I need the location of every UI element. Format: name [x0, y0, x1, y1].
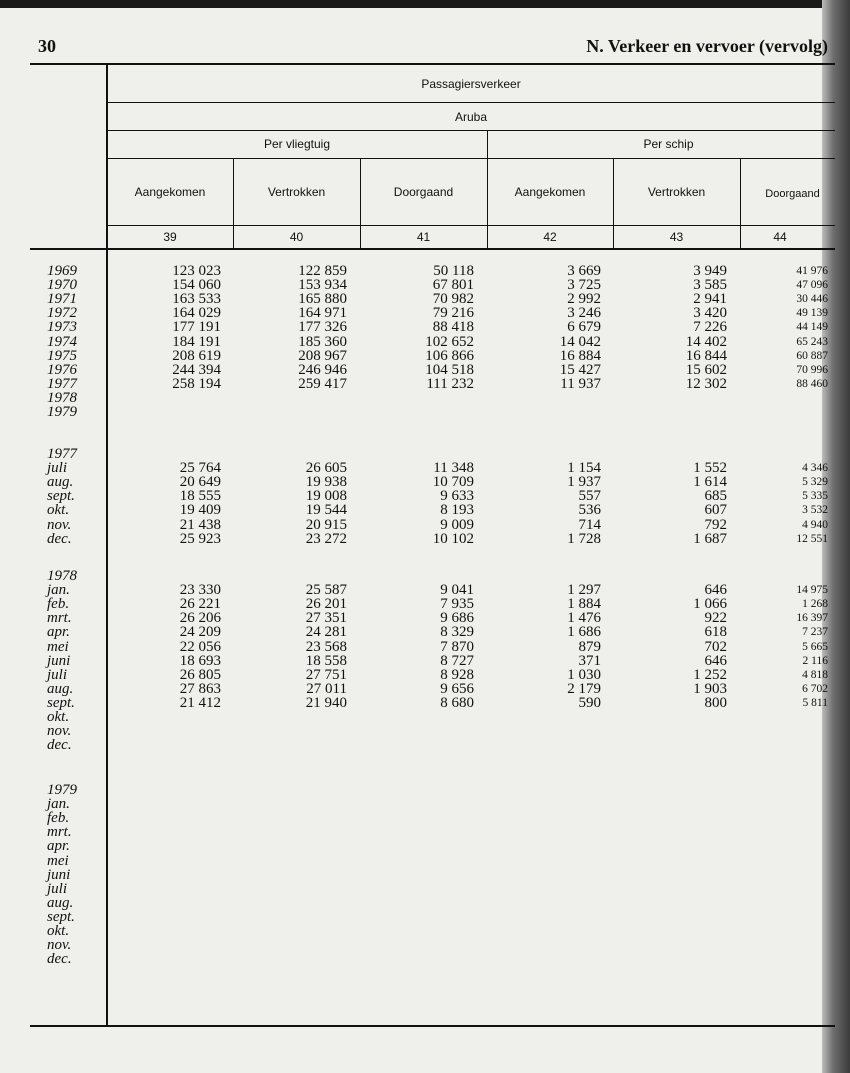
- row-label: nov.: [47, 516, 72, 533]
- table-cell: 1 687: [693, 530, 727, 547]
- row-label: dec.: [47, 530, 72, 547]
- table-cell: 1 030: [567, 666, 601, 683]
- row-label: aug.: [47, 474, 74, 491]
- row-label: aug.: [47, 680, 74, 697]
- table-cell: 4 940: [802, 518, 828, 531]
- table-cell: 25 923: [179, 530, 221, 547]
- table-cell: 8 680: [440, 694, 474, 711]
- row-label: mei: [47, 852, 69, 869]
- table-cell: 1 937: [567, 474, 601, 491]
- row-label: feb.: [47, 596, 70, 613]
- col-header: Doorgaand: [765, 188, 820, 200]
- row-label: 1970: [47, 277, 77, 294]
- table-cell: 164 971: [298, 305, 347, 322]
- table-cell: 557: [578, 488, 601, 505]
- row-label: 1969: [47, 263, 77, 279]
- table-cell: 19 544: [305, 502, 347, 519]
- table-cell: 714: [578, 516, 601, 533]
- row-label: apr.: [47, 624, 70, 641]
- table-cell: 3 949: [693, 263, 727, 279]
- table-cell: 16 844: [685, 347, 727, 364]
- row-label: sept.: [47, 694, 75, 711]
- table-cell: 177 326: [298, 319, 347, 336]
- table-cell: 702: [704, 638, 727, 655]
- section-label: 1979: [47, 782, 77, 798]
- table-cell: 106 866: [425, 347, 474, 364]
- table-cell: 3 585: [693, 277, 727, 294]
- header-title: Passagiersverkeer: [421, 77, 521, 91]
- table-cell: 18 558: [305, 652, 347, 669]
- table-cell: 208 967: [298, 347, 347, 364]
- table-cell: 22 056: [179, 638, 221, 655]
- table-cell: 208 619: [172, 347, 221, 364]
- row-label: okt.: [47, 923, 70, 939]
- table-cell: 3 725: [567, 277, 601, 294]
- table-cell: 26 805: [179, 666, 221, 683]
- table-cell: 3 420: [693, 305, 727, 322]
- table-cell: 1 728: [567, 530, 601, 547]
- rule: [107, 102, 835, 103]
- table-cell: 1 686: [567, 624, 601, 641]
- col-header: Aangekomen: [134, 185, 206, 199]
- table-cell: 104 518: [425, 361, 474, 378]
- table-cell: 7 237: [802, 626, 828, 639]
- table-cell: 922: [704, 610, 727, 627]
- row-label: juli: [47, 880, 68, 897]
- table-cell: 11 348: [433, 460, 474, 477]
- table-cell: 4 346: [802, 462, 828, 475]
- row-label: feb.: [47, 810, 70, 827]
- row-label: juni: [47, 652, 71, 669]
- table-cell: 3 246: [567, 305, 601, 322]
- table-cell: 8 727: [440, 652, 474, 669]
- table-cell: 536: [578, 502, 601, 519]
- table-cell: 1 552: [693, 460, 727, 477]
- col-number: 40: [289, 230, 304, 244]
- row-label: 1977: [47, 375, 77, 392]
- table-cell: 23 330: [179, 582, 221, 599]
- table-cell: 685: [704, 488, 727, 505]
- table-cell: 10 709: [432, 474, 474, 491]
- table-cell: 646: [704, 582, 727, 599]
- table-cell: 26 206: [179, 610, 221, 627]
- row-label: okt.: [47, 502, 70, 519]
- table-cell: 1 476: [567, 610, 601, 627]
- group-per-vliegtuig: Per vliegtuig: [263, 137, 331, 151]
- table-cell: 4 818: [802, 668, 828, 681]
- table-cell: 607: [704, 502, 727, 519]
- table-cell: 123 023: [172, 263, 221, 279]
- table-cell: 60 887: [796, 349, 828, 362]
- row-label: okt.: [47, 709, 70, 725]
- table-cell: 1 154: [567, 460, 601, 477]
- table-cell: 244 394: [172, 361, 221, 378]
- table-cell: 154 060: [172, 277, 221, 294]
- row-label: 1979: [47, 404, 77, 420]
- table-cell: 5 335: [802, 490, 828, 503]
- table-cell: 1 903: [693, 680, 727, 697]
- table-cell: 20 915: [305, 516, 347, 533]
- section-label: 1977: [47, 446, 77, 462]
- table-cell: 164 029: [172, 305, 221, 322]
- table-cell: 70 996: [796, 363, 828, 376]
- table-cell: 9 009: [440, 516, 474, 533]
- table-cell: 9 041: [440, 582, 474, 599]
- table-cell: 21 940: [305, 694, 347, 711]
- table-cell: 153 934: [298, 277, 347, 294]
- row-label: dec.: [47, 951, 72, 968]
- table-cell: 259 417: [298, 375, 347, 392]
- rule: [107, 225, 835, 226]
- table-cell: 3 669: [567, 263, 601, 279]
- table-cell: 5 665: [802, 640, 828, 653]
- table-cell: 12 551: [796, 532, 828, 545]
- table-cell: 111 232: [426, 375, 474, 392]
- table-cell: 47 096: [796, 279, 828, 292]
- section-label: 1978: [47, 568, 77, 584]
- table-cell: 49 139: [796, 307, 828, 320]
- table-cell: 6 679: [567, 319, 601, 336]
- table-cell: 122 859: [298, 263, 347, 279]
- row-label: dec.: [47, 737, 72, 754]
- table-cell: 67 801: [432, 277, 474, 294]
- table-cell: 8 193: [440, 502, 474, 519]
- table-cell: 185 360: [298, 333, 347, 350]
- row-label: juni: [47, 866, 71, 883]
- row-label: sept.: [47, 908, 75, 925]
- row-label: mei: [47, 638, 69, 655]
- table-cell: 184 191: [172, 333, 221, 350]
- col-header: Aangekomen: [514, 185, 586, 199]
- table-cell: 9 686: [440, 610, 474, 627]
- col-number: 41: [416, 230, 431, 244]
- table-cell: 21 438: [179, 516, 221, 533]
- stub-divider: [106, 64, 108, 1026]
- col-number: 42: [543, 230, 557, 244]
- table-cell: 27 751: [305, 666, 347, 683]
- table-cell: 26 201: [305, 596, 347, 613]
- table-cell: 800: [704, 694, 727, 711]
- row-label: 1971: [47, 291, 77, 308]
- table-cell: 1 614: [693, 474, 727, 491]
- rule: [107, 158, 835, 159]
- table-cell: 19 938: [305, 474, 347, 491]
- table-cell: 5 811: [802, 696, 828, 709]
- col-header: Vertrokken: [647, 185, 706, 199]
- table-cell: 246 946: [298, 361, 347, 378]
- table-cell: 16 884: [559, 347, 601, 364]
- table-cell: 590: [578, 694, 601, 711]
- table-cell: 15 602: [685, 361, 727, 378]
- col-header: Vertrokken: [267, 185, 326, 199]
- table-cell: 9 633: [440, 488, 474, 505]
- row-label: apr.: [47, 838, 70, 855]
- table-cell: 41 976: [796, 265, 828, 277]
- table-cell: 25 764: [179, 460, 221, 477]
- table-cell: 177 191: [172, 319, 221, 336]
- table-cell: 2 179: [567, 680, 601, 697]
- table-cell: 24 281: [305, 624, 347, 641]
- row-label: jan.: [47, 796, 70, 813]
- table-top-rule: [30, 63, 835, 65]
- table-cell: 18 555: [179, 488, 221, 505]
- table-cell: 2 992: [567, 291, 601, 308]
- table-cell: 65 243: [796, 335, 828, 348]
- col-number: 43: [669, 230, 684, 244]
- table-cell: 1 252: [693, 666, 727, 683]
- table-cell: 5 329: [802, 476, 828, 489]
- table-cell: 27 863: [179, 680, 221, 697]
- row-label: mrt.: [47, 824, 72, 841]
- table-cell: 8 329: [440, 624, 474, 641]
- table-cell: 7 870: [440, 638, 474, 655]
- table-cell: 8 928: [440, 666, 474, 683]
- table-cell: 30 446: [796, 293, 828, 306]
- table-cell: 19 409: [179, 502, 221, 519]
- table-cell: 11 937: [560, 375, 601, 392]
- row-label: 1972: [47, 305, 77, 322]
- table-cell: 618: [704, 624, 727, 641]
- table-cell: 3 532: [802, 504, 828, 517]
- table-cell: 27 011: [306, 680, 347, 697]
- row-label: 1975: [47, 347, 77, 364]
- header-bottom-rule: [30, 248, 835, 250]
- table-cell: 20 649: [179, 474, 221, 491]
- table-cell: 163 533: [172, 291, 221, 308]
- table-cell: 14 975: [796, 584, 828, 597]
- table-cell: 88 460: [796, 377, 828, 390]
- table-cell: 2 116: [802, 654, 828, 667]
- row-label: jan.: [47, 582, 70, 599]
- table-cell: 371: [578, 652, 601, 669]
- table-cell: 26 221: [179, 596, 221, 613]
- col-header: Doorgaand: [393, 185, 454, 199]
- running-head: N. Verkeer en vervoer (vervolg): [586, 36, 828, 56]
- table-cell: 165 880: [298, 291, 347, 308]
- table-cell: 258 194: [172, 375, 221, 392]
- row-label: nov.: [47, 937, 72, 954]
- table-cell: 1 268: [802, 598, 828, 611]
- table-cell: 7 226: [693, 319, 727, 336]
- table-cell: 79 216: [432, 305, 474, 322]
- header-region: Aruba: [454, 110, 488, 124]
- table-cell: 12 302: [685, 375, 727, 392]
- table-cell: 6 702: [802, 682, 828, 695]
- table-cell: 9 656: [440, 680, 474, 697]
- row-label: sept.: [47, 488, 75, 505]
- table-cell: 50 118: [433, 263, 474, 279]
- table-cell: 792: [704, 516, 727, 533]
- table-cell: 70 982: [432, 291, 474, 308]
- table-cell: 21 412: [179, 694, 221, 711]
- row-label: 1974: [47, 333, 77, 350]
- table-cell: 1 066: [693, 596, 727, 613]
- table-cell: 25 587: [305, 582, 347, 599]
- rule: [107, 130, 835, 131]
- table-cell: 88 418: [432, 319, 474, 336]
- page-number: 30: [38, 36, 56, 56]
- table-cell: 14 042: [559, 333, 601, 350]
- table-bottom-rule: [30, 1025, 835, 1027]
- table-cell: 23 568: [305, 638, 347, 655]
- table-cell: 646: [704, 652, 727, 669]
- row-label: nov.: [47, 723, 72, 740]
- table-cell: 7 935: [440, 596, 474, 613]
- row-label: juli: [47, 666, 68, 683]
- table-cell: 15 427: [559, 361, 601, 378]
- table-cell: 2 941: [693, 291, 727, 308]
- col-number: 44: [773, 230, 787, 244]
- table-cell: 879: [578, 638, 601, 655]
- table-cell: 26 605: [305, 460, 347, 477]
- table-cell: 14 402: [685, 333, 727, 350]
- table-cell: 44 149: [796, 321, 828, 334]
- scan-top-edge: [0, 0, 850, 8]
- table-cell: 16 397: [796, 612, 828, 625]
- row-label: 1978: [47, 389, 77, 406]
- table-cell: 1 297: [567, 582, 601, 599]
- col-number: 39: [163, 230, 177, 244]
- table-cell: 23 272: [305, 530, 347, 547]
- row-label: mrt.: [47, 610, 72, 627]
- row-label: 1976: [47, 361, 77, 378]
- row-label: aug.: [47, 894, 74, 911]
- table-cell: 18 693: [179, 652, 221, 669]
- table-cell: 1 884: [567, 596, 601, 613]
- row-label: 1973: [47, 319, 77, 336]
- table-cell: 19 008: [305, 488, 347, 505]
- group-per-schip: Per schip: [643, 137, 694, 151]
- table-cell: 27 351: [305, 610, 347, 627]
- table-cell: 24 209: [179, 624, 221, 641]
- table-cell: 102 652: [425, 333, 474, 350]
- row-label: juli: [47, 460, 68, 477]
- table-cell: 10 102: [432, 530, 474, 547]
